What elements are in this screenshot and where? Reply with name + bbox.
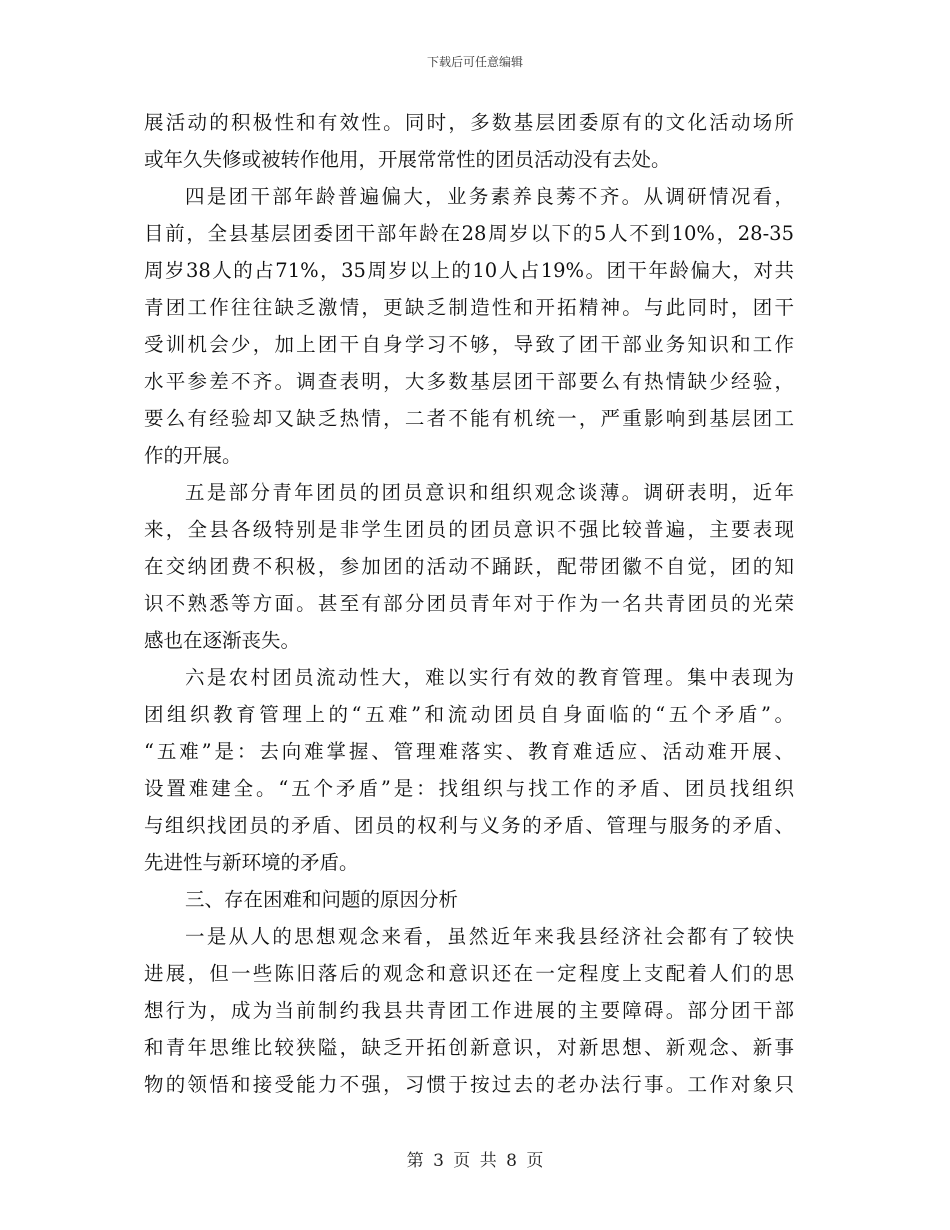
text-line: 水平参差不齐。调查表明，大多数基层团干部要么有热情缺少经验， [144,370,794,393]
text-line: 想行为，成为当前制约我县共青团工作进展的主要障碍。部分团干部 [144,999,794,1022]
text-line: 来，全县各级特别是非学生团员的团员意识不强比较普遍，主要表现 [144,518,794,541]
text-line: 作的开展。 [144,444,242,467]
text-line: 进展，但一些陈旧落后的观念和意识还在一定程度上支配着人们的思 [144,962,794,985]
text-line: “五难”是：去向难掌握、管理难落实、教育难适应、活动难开展、 [144,740,794,763]
text-line: 四是团干部年龄普遍偏大，业务素养良莠不齐。从调研情况看， [185,185,794,208]
text-line: 识不熟悉等方面。甚至有部分团员青年对于作为一名共青团员的光荣 [144,592,794,615]
text-line: 目前，全县基层团委团干部年龄在28周岁以下的5人不到10%，28-35 [144,222,794,245]
text-line: 五是部分青年团员的团员意识和组织观念谈薄。调研表明，近年 [185,481,794,504]
text-line: 在交纳团费不积极，参加团的活动不踊跃，配带团徽不自觉，团的知 [144,555,794,578]
text-line: 先进性与新环境的矛盾。 [144,851,359,874]
page-header-note: 下载后可任意编辑 [426,55,523,69]
text-line: 团组织教育管理上的“五难”和流动团员自身面临的“五个矛盾”。 [144,703,794,726]
body-text [144,104,794,1103]
page-footer-number: 第 3 页 共 8 页 [406,1151,544,1171]
text-line: 或年久失修或被转作他用，开展常常性的团员活动没有去处。 [144,148,671,171]
text-line: 六是农村团员流动性大，难以实行有效的教育管理。集中表现为 [185,666,794,689]
text-line: 三、存在困难和问题的原因分析 [185,888,459,911]
text-line: 和青年思维比较狭隘，缺乏开拓创新意识，对新思想、新观念、新事 [144,1036,794,1059]
text-line: 要么有经验却又缺乏热情，二者不能有机统一，严重影响到基层团工 [144,407,794,430]
text-line: 设置难建全。“五个矛盾”是：找组织与找工作的矛盾、团员找组织 [144,777,794,800]
text-line: 展活动的积极性和有效性。同时，多数基层团委原有的文化活动场所 [144,111,794,134]
text-line: 一是从人的思想观念来看，虽然近年来我县经济社会都有了较快 [185,925,794,948]
text-line: 青团工作往往缺乏激情，更缺乏制造性和开拓精神。与此同时，团干 [144,296,794,319]
text-line: 受训机会少，加上团干自身学习不够，导致了团干部业务知识和工作 [144,333,794,356]
text-line: 与组织找团员的矛盾、团员的权利与义务的矛盾、管理与服务的矛盾、 [144,814,794,837]
text-line: 感也在逐渐丧失。 [144,629,301,652]
text-line: 周岁38人的占71%，35周岁以上的10人占19%。团干年龄偏大，对共 [144,259,794,282]
text-line: 物的领悟和接受能力不强，习惯于按过去的老办法行事。工作对象只 [144,1073,794,1096]
